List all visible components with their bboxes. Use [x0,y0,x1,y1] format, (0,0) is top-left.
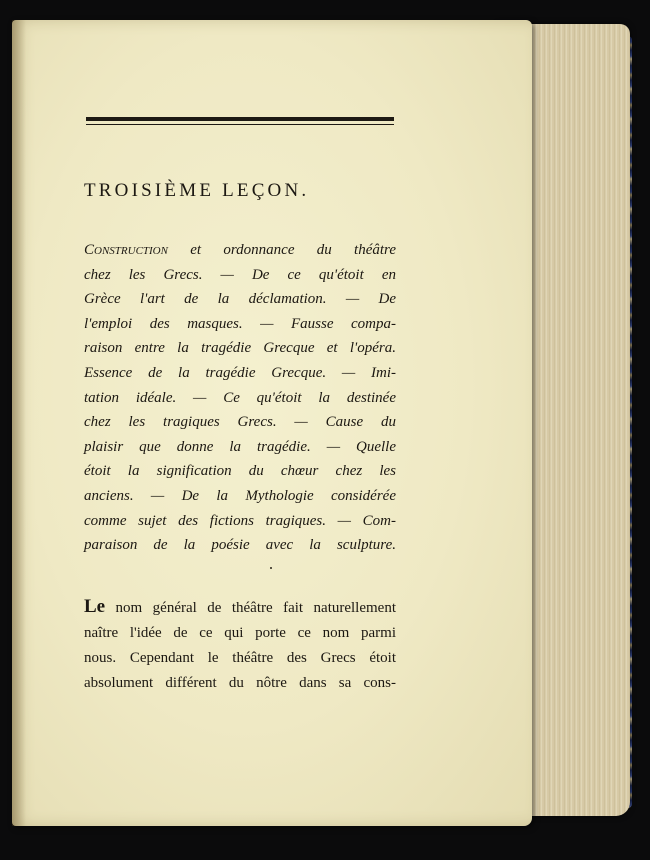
summary-line: paraison de la poésie avec la sculpture. [84,537,396,554]
summary-line: plaisir que donne la tragédie. — Quelle [84,438,396,455]
body-line: absolument différent du nôtre dans sa cons- [84,675,396,691]
summary-line-text: et ordonnance du théâtre [167,242,396,258]
separator-dot [270,567,272,569]
summary-line: chez les tragiques Grecs. — Cause du [84,414,396,431]
summary-line: l'emploi des masques. — Fausse compa- [84,315,396,332]
summary-line [84,238,396,263]
body-line [84,594,396,621]
summary-first-word: Construction [84,242,168,258]
body-line: nous. Cependant le théâtre des Grecs étoit [84,650,396,666]
body-paragraph [84,594,396,696]
drop-cap: Le [84,596,106,617]
summary-line: Grèce l'art de la déclamation. — De [84,291,396,308]
body-line: naître l'idée de ce qui porte ce nom parmi [84,625,396,641]
summary-line: tation idéale. — Ce qu'étoit la destinée [84,389,396,406]
chapter-title: TROISIÈME LEÇON. [84,180,310,201]
summary-line: comme sujet des fictions tragiques. — Com- [84,512,396,529]
book-page [12,20,532,826]
header-rule-thin [86,124,394,125]
chapter-summary [84,238,396,558]
summary-line: Essence de la tragédie Grecque. — Imi- [84,364,396,381]
summary-line: étoit la signification du chœur chez les [84,463,396,480]
summary-line: chez les Grecs. — De ce qu'étoit en [84,266,396,283]
body-line-text: nom général de théâtre fait naturellement [105,600,396,616]
summary-line: anciens. — De la Mythologie considérée [84,487,396,504]
page-gutter-shadow [12,20,26,826]
header-rule-thick [86,117,394,121]
summary-line: raison entre la tragédie Grecque et l'opéra. [84,340,396,357]
